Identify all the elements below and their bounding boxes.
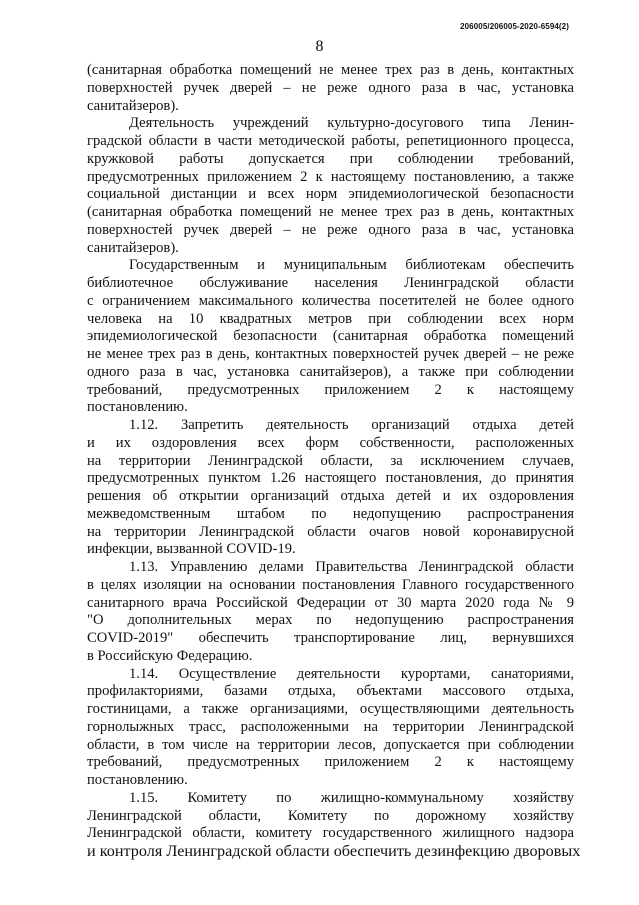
text-line: предусмотренных пунктом 1.26 настоящего постановления, до принятия xyxy=(87,470,574,487)
text-line: одного раза в час, установка санитайзеров), а также при соблюдении xyxy=(87,363,574,380)
text-line: на территории Ленинградской области, за исключением случаев, xyxy=(87,452,574,469)
text-line: 1.14. Осуществление деятельности курортами, санаториями, xyxy=(129,665,574,682)
text-line: инфекции, вызванной COVID-19. xyxy=(87,541,296,558)
text-line: межведомственным штабом по недопущению распространения xyxy=(87,505,574,522)
text-line: Государственным и муниципальным библиотекам обеспечить xyxy=(129,257,574,274)
text-line: санитайзеров). xyxy=(87,97,179,114)
text-line: постановлению. xyxy=(87,399,188,416)
text-line: требований, предусмотренных приложением 2 к настоящему xyxy=(87,381,574,398)
text-line: не менее трех раз в день, контактных поверхностей ручек дверей – не реже xyxy=(87,346,574,362)
text-line: 1.13. Управлению делами Правительства Ленинградской области xyxy=(129,559,574,575)
text-line: градской области в части методической работы, репетиционного процесса, xyxy=(87,133,574,149)
text-line: 1.15. Комитету по жилищно-коммунальному хозяйству xyxy=(129,789,574,806)
text-line: социальной дистанции и всех норм эпидемиологической безопасности xyxy=(87,186,574,203)
text-line: предусмотренных приложением 2 к настоящему постановлению, а также xyxy=(87,168,574,185)
document-code: 206005/206005-2020-6594(2) xyxy=(460,22,569,31)
text-line: гостиницами, а также организациями, осуществляющими деятельность xyxy=(87,701,574,717)
text-line: Деятельность учреждений культурно-досугового типа Ленин- xyxy=(129,115,574,132)
text-line: Ленинградской области, комитету государственного жилищного надзора xyxy=(87,825,574,842)
text-line: в Российскую Федерацию. xyxy=(87,647,253,664)
text-line: профилакториями, базами отдыха, объектами массового отдыха, xyxy=(87,683,574,700)
text-line: на территории Ленинградской области очагов новой коронавирусной xyxy=(87,523,574,540)
text-line: кружковой работы допускается при соблюдении требований, xyxy=(87,150,574,167)
text-line: и их оздоровления всех форм собственности, расположенных xyxy=(87,434,574,451)
text-line: человека на 10 квадратных метров при соблюдении всех норм xyxy=(87,310,574,327)
text-line: горнолыжных трасс, расположенными на территории Ленинградской xyxy=(87,718,574,735)
text-line: (санитарная обработка помещений не менее трех раз в день, контактных xyxy=(87,62,574,78)
page-number: 8 xyxy=(315,38,324,55)
text-line: эпидемиологической безопасности (санитарная обработка помещений xyxy=(87,328,574,345)
text-line: требований, предусмотренных приложением 2 к настоящему xyxy=(87,754,574,771)
text-line: библиотечное обслуживание населения Ленинградской области xyxy=(87,275,574,291)
text-line: (санитарная обработка помещений не менее трех раз в день, контактных xyxy=(87,204,574,220)
text-line: постановлению. xyxy=(87,772,188,788)
text-line: с ограничением максимального количества посетителей не более одного xyxy=(87,292,574,309)
text-line: 1.12. Запретить деятельность организаций отдыха детей xyxy=(129,417,574,433)
text-line: и контроля Ленинградской области обеспечить дезинфекцию дворовых xyxy=(87,842,581,860)
text-line: области, в том числе на территории лесов, допускается при соблюдении xyxy=(87,736,574,753)
text-line: поверхностей ручек дверей – не реже одного раза в час, установка xyxy=(87,221,574,238)
text-line: в целях изоляции на основании постановления Главного государственного xyxy=(87,576,574,593)
text-line: поверхностей ручек дверей – не реже одного раза в час, установка xyxy=(87,79,574,96)
text-line: решения об открытии организаций отдыха детей и их оздоровления xyxy=(87,488,574,504)
text-line: санитарного врача Российской Федерации от 30 марта 2020 года № 9 xyxy=(87,594,574,611)
text-line: "О дополнительных мерах по недопущению распространения xyxy=(87,612,574,629)
text-line: Ленинградской области, Комитету по дорожному хозяйству xyxy=(87,807,574,824)
document-body xyxy=(87,62,581,861)
text-line: санитайзеров). xyxy=(87,239,179,256)
text-line: COVID-2019" обеспечить транспортирование лиц, вернувшихся xyxy=(87,630,574,646)
